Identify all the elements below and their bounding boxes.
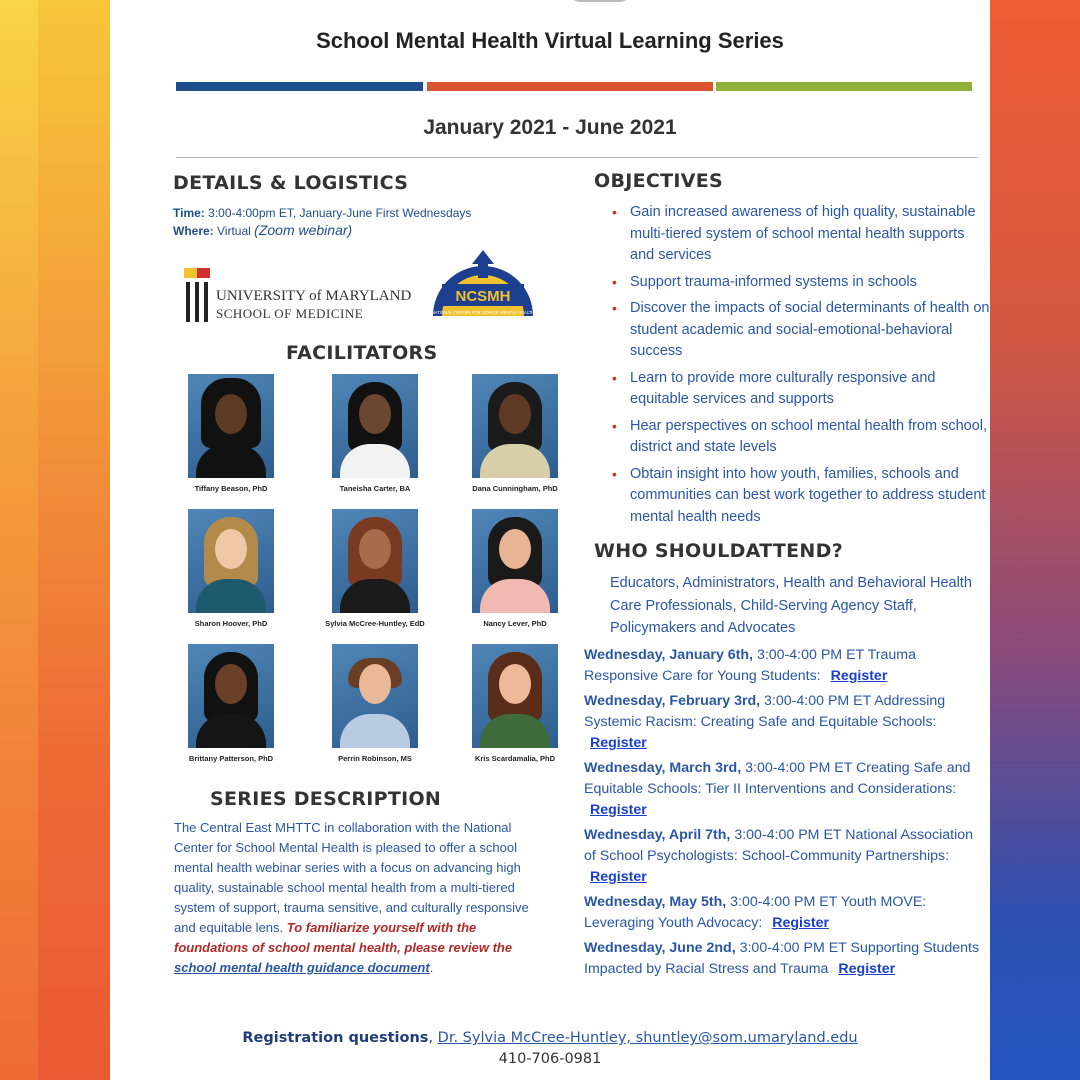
umd-logo [184, 268, 424, 330]
time-line [173, 206, 471, 220]
facilitator-card [445, 374, 585, 493]
facilitator-photo [472, 374, 558, 478]
facilitator-photo [188, 644, 274, 748]
register-link[interactable]: Register [590, 869, 647, 885]
ncsmh-emblem-icon [428, 246, 538, 322]
facilitator-card [445, 509, 585, 628]
umd-name: UNIVERSITY of MARYLAND [216, 288, 412, 304]
divider [176, 157, 978, 158]
session-desc: 3:00-4:00 PM ET Creating Safe and Equitable Schools: Tier II Interventions and Considerations: [584, 760, 971, 797]
objectives-heading: OBJECTIVES [594, 170, 724, 192]
session-date: Wednesday, March 3rd, [584, 760, 742, 776]
session-date: Wednesday, February 3rd, [584, 693, 761, 709]
facilitator-name: Brittany Patterson, PhD [188, 754, 274, 763]
register-link[interactable]: Register [830, 668, 888, 684]
color-bar-green [716, 82, 972, 91]
session-desc: 3:00-4:00 PM ET National Association of School Psychologists: School-Community Partnerships: [584, 827, 974, 864]
facilitator-photo [332, 374, 418, 478]
facilitator-card [305, 374, 445, 493]
facilitator-name: Dana Cunningham, PhD [472, 484, 558, 493]
ncsmh-logo [428, 246, 538, 322]
guidance-document-link[interactable]: school mental health guidance document [174, 960, 430, 975]
left-band-stripe [0, 0, 38, 1080]
registration-contact [110, 1030, 990, 1046]
where-line [173, 222, 352, 238]
list-item: • Obtain insight into how youth, families, schools and communities can best work together to address student mental health needs [610, 464, 990, 529]
series-description [174, 818, 554, 978]
session-item [584, 938, 988, 980]
where-extra: (Zoom webinar) [254, 222, 353, 238]
facilitator-photo [332, 644, 418, 748]
page-title: School Mental Health Virtual Learning Series [316, 28, 784, 53]
session-desc: 3:00-4:00 PM ET Addressing Systemic Racism: Creating Safe and Equitable Schools: [584, 693, 946, 730]
session-list [584, 645, 988, 984]
facilitator-card [305, 509, 445, 628]
contact-label: Registration questions [242, 1030, 429, 1046]
ncsmh-abbr: NCSMH [455, 288, 511, 305]
who-heading: WHO SHOULDATTEND? [594, 540, 844, 562]
facilitator-card [445, 644, 585, 763]
objectives-list [610, 202, 990, 533]
right-decorative-band [990, 0, 1080, 1080]
facilitator-photo [188, 509, 274, 613]
register-link[interactable]: Register [838, 961, 896, 977]
register-link[interactable]: Register [590, 735, 647, 751]
facilitator-photo [472, 509, 558, 613]
contact-email-link[interactable]: Dr. Sylvia McCree-Huntley, shuntley@som.umaryland.edu [437, 1030, 858, 1046]
facilitator-card [305, 644, 445, 763]
session-item [584, 758, 988, 821]
where-label: Where: [173, 224, 214, 238]
session-item [584, 825, 988, 888]
register-link[interactable]: Register [772, 915, 830, 931]
time-label: Time: [173, 206, 205, 220]
register-link[interactable]: Register [590, 802, 647, 818]
session-item [584, 691, 988, 754]
list-item: • Support trauma-informed systems in schools [610, 272, 990, 294]
session-desc: 3:00-4:00 PM ET Supporting Students Impacted by Racial Stress and Trauma [584, 940, 980, 977]
session-date: Wednesday, May 5th, [584, 894, 727, 910]
facilitator-name: Taneisha Carter, BA [339, 484, 411, 493]
facilitator-photo [332, 509, 418, 613]
facilitator-name: Sylvia McCree-Huntley, EdD [325, 619, 425, 628]
left-decorative-band [0, 0, 110, 1080]
series-end: . [429, 960, 434, 975]
facilitator-name: Perrin Robinson, MS [338, 754, 412, 763]
list-item: • Gain increased awareness of high quality, sustainable multi-tiered system of school mental health supports and services [610, 202, 990, 267]
top-logo-fragment [565, 0, 635, 2]
flyer [110, 0, 990, 1080]
facilitator-card [161, 509, 301, 628]
umd-shield-icon [184, 268, 210, 330]
facilitator-name: Tiffany Beason, PhD [194, 484, 268, 493]
list-item: • Learn to provide more culturally responsive and equitable services and supports [610, 368, 990, 411]
session-date: Wednesday, April 7th, [584, 827, 731, 843]
session-desc: 3:00-4:00 PM ET Trauma Responsive Care for Young Students: [584, 647, 916, 684]
color-bar-blue [176, 82, 423, 91]
facilitator-name: Kris Scardamalia, PhD [474, 754, 556, 763]
who-body: Educators, Administrators, Health and Behavioral Health Care Professionals, Child-Serving Agency Staff, Policymakers and Advocates [610, 575, 972, 636]
contact-separator: , [428, 1030, 434, 1046]
session-item [584, 645, 988, 687]
umd-subtitle: SCHOOL OF MEDICINE [216, 306, 364, 321]
series-heading: SERIES DESCRIPTION [210, 788, 442, 810]
facilitator-photo [188, 374, 274, 478]
list-item: • Hear perspectives on school mental health from school, district and state levels [610, 416, 990, 459]
contact-phone: 410-706-0981 [498, 1051, 602, 1067]
date-range: January 2021 - June 2021 [423, 116, 677, 139]
list-item: • Discover the impacts of social determinants of health on student academic and social-emotional-behavioral success [610, 298, 990, 363]
facilitators-heading: FACILITATORS [286, 342, 438, 364]
series-body: The Central East MHTTC in collaboration with the National Center for School Mental Health is pleased to offer a school mental health webinar series with a focus on advancing high quality, sustainable school mental health from a multi-tiered system of support, trauma sensitive, and culturally responsive and equitable lens. [174, 820, 529, 935]
color-bar-orange [427, 82, 713, 91]
details-heading: DETAILS & LOGISTICS [173, 172, 409, 194]
ncsmh-full: NATIONAL CENTER FOR SCHOOL MENTAL HEALTH [431, 310, 535, 315]
session-date: Wednesday, January 6th, [584, 647, 753, 663]
facilitator-card [161, 644, 301, 763]
series-cta: To familiarize yourself with the foundations of school mental health, please review the [174, 920, 513, 955]
where-value: Virtual [217, 224, 251, 238]
session-desc: 3:00-4:00 PM ET Youth MOVE: Leveraging Youth Advocacy: [584, 894, 927, 931]
session-item [584, 892, 988, 934]
facilitator-name: Sharon Hoover, PhD [194, 619, 268, 628]
facilitator-photo [472, 644, 558, 748]
time-value: 3:00-4:00pm ET, January-June First Wednesdays [208, 206, 472, 220]
session-date: Wednesday, June 2nd, [584, 940, 736, 956]
facilitator-name: Nancy Lever, PhD [483, 619, 547, 628]
facilitator-card [161, 374, 301, 493]
